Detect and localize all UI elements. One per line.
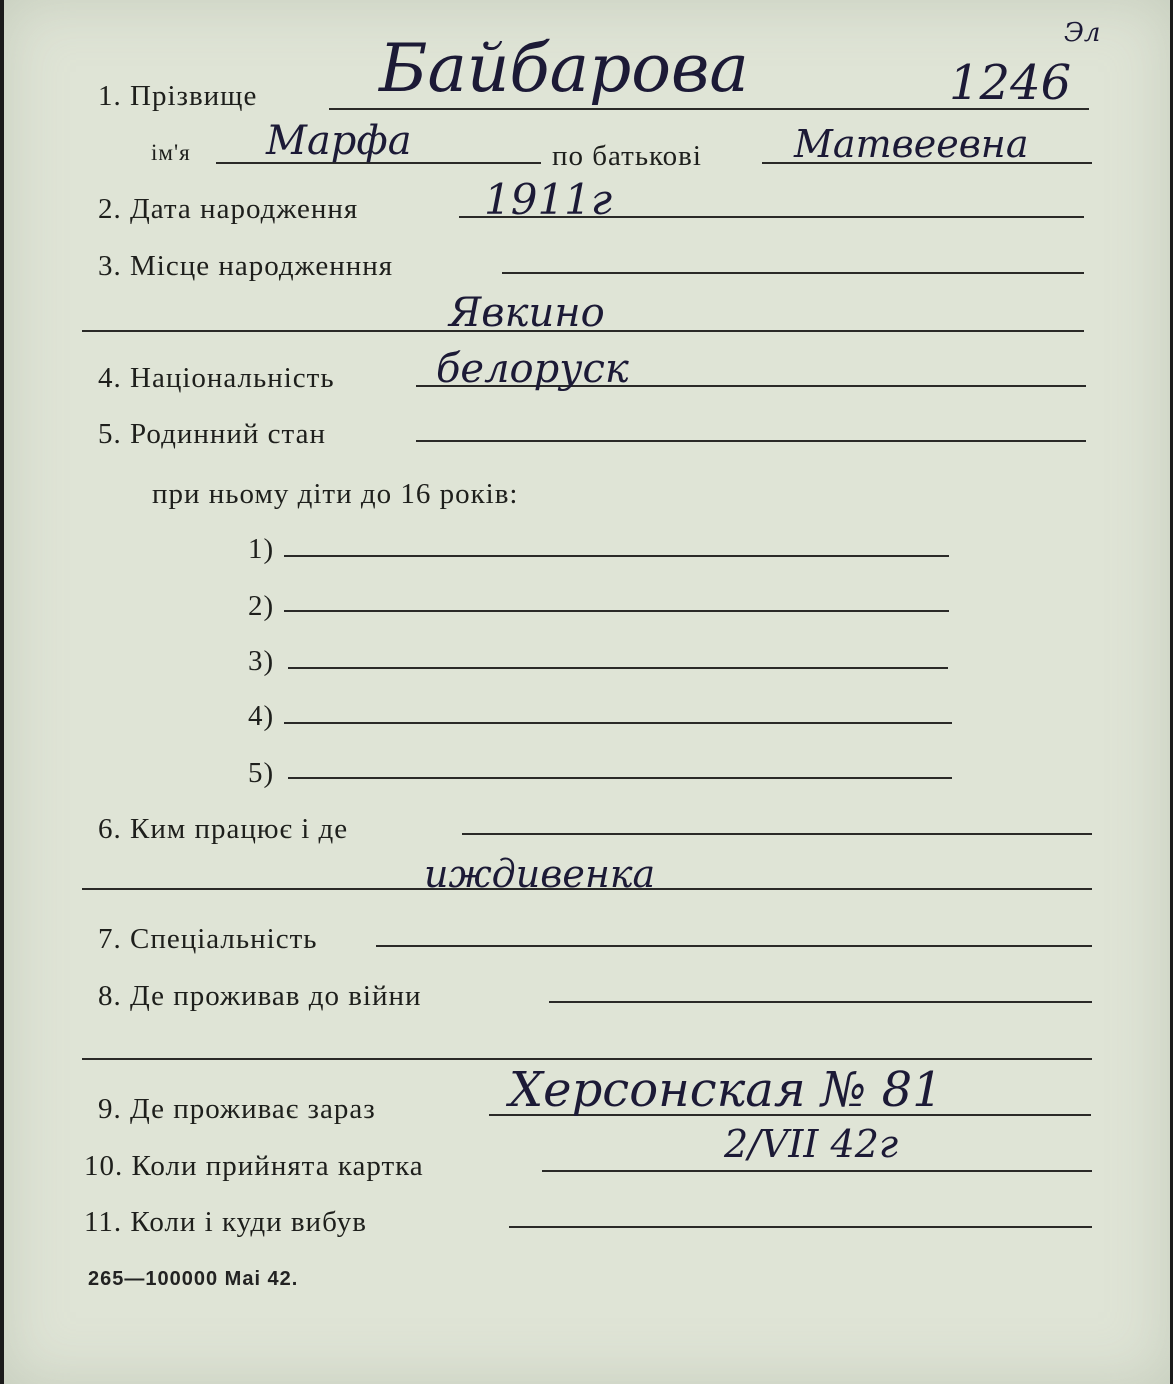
card-accepted-line [542, 1170, 1092, 1172]
pre-war-residence-line-2 [82, 1058, 1092, 1060]
nationality-handwritten: белоруск [436, 346, 629, 392]
patronymic-handwritten: Матвеевна [794, 122, 1029, 166]
work-line [462, 833, 1092, 835]
child-1-label: 1) [248, 533, 275, 565]
registration-card [4, 0, 1170, 1384]
birth-date-handwritten: 1911г [484, 175, 613, 224]
work-handwritten: иждивенка [424, 852, 656, 896]
surname-handwritten: Байбарова [379, 30, 749, 107]
card-date-handwritten: 2/VII 42г [724, 1122, 899, 1166]
print-run-footer: 265—100000 Mai 42. [88, 1268, 299, 1290]
field-2-label: 2. Дата народження [98, 193, 359, 225]
family-status-line [416, 440, 1086, 442]
birth-place-handwritten: Явкино [449, 290, 605, 336]
field-5-label: 5. Родинний стан [98, 418, 326, 450]
field-11-label: 11. Коли і куди вибув [84, 1206, 367, 1238]
child-5-label: 5) [248, 757, 275, 789]
specialty-line [376, 945, 1092, 947]
first-name-handwritten: Марфа [266, 118, 412, 164]
children-label: при ньому діти до 16 років: [152, 478, 519, 510]
field-9-label: 9. Де проживає зараз [98, 1093, 376, 1125]
patronymic-label: по батькові [552, 140, 702, 172]
name-label: ім'я [151, 140, 191, 165]
birth-place-line [502, 272, 1084, 274]
child-2-line [284, 610, 949, 612]
child-2-label: 2) [248, 590, 275, 622]
pre-war-residence-line [549, 1001, 1092, 1003]
field-8-label: 8. Де проживав до війни [98, 980, 422, 1012]
departure-line [509, 1226, 1092, 1228]
child-5-line [288, 777, 952, 779]
child-1-line [284, 555, 949, 557]
child-3-label: 3) [248, 645, 275, 677]
field-7-label: 7. Спеціальність [98, 923, 318, 955]
child-4-line [284, 722, 952, 724]
child-4-label: 4) [248, 700, 275, 732]
corner-mark-handwritten: Эл [1064, 18, 1101, 48]
field-6-label: 6. Ким працює і де [98, 813, 349, 845]
current-address-handwritten: Херсонская № 81 [509, 1062, 943, 1118]
field-3-label: 3. Місце народженння [98, 250, 394, 282]
number-handwritten: 1246 [949, 55, 1072, 111]
field-10-label: 10. Коли прийнята картка [84, 1150, 424, 1182]
child-3-line [288, 667, 948, 669]
field-1-label: 1. Прізвище [98, 80, 258, 112]
field-4-label: 4. Національність [98, 362, 335, 394]
